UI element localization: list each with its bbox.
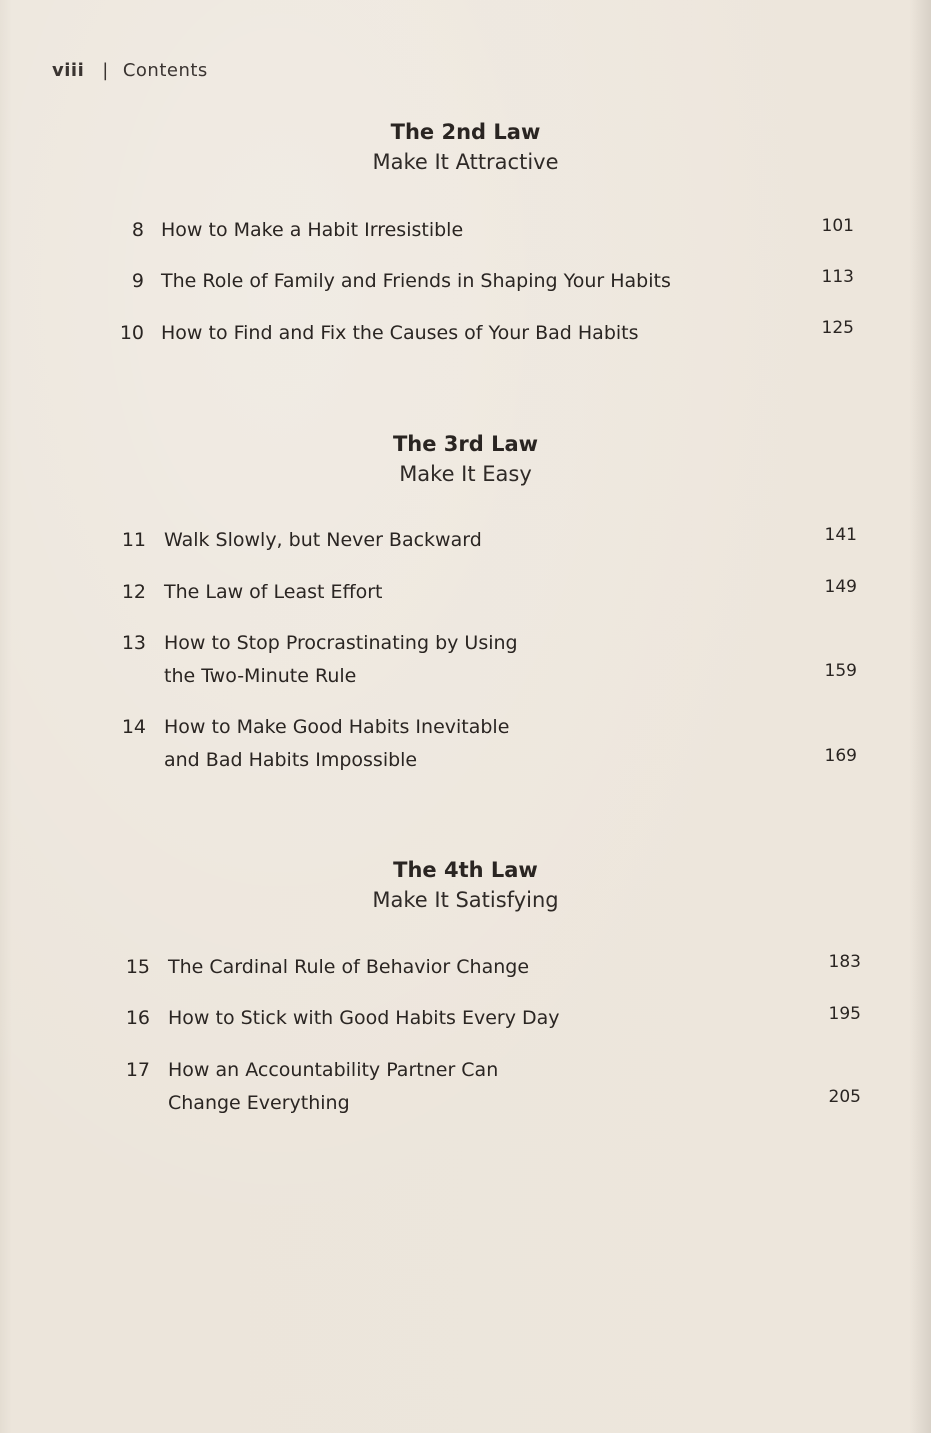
chapter-number: 17 [125,1059,150,1081]
law-heading-3rd [0,429,931,489]
chapter-title: Walk Slowly, but Never Backward [164,529,482,551]
chapter-title: The Cardinal Rule of Behavior Change [168,956,530,978]
law-heading-4th [0,855,931,915]
page-number: 141 [824,525,857,545]
chapter-title: The Role of Family and Friends in Shaping Your Habits [161,270,671,292]
chapter-title: How to Find and Fix the Causes of Your Bad Habits [161,322,639,344]
law-title: The 2nd Law [390,120,541,144]
chapter-title-line-2: and Bad Habits Impossible [164,749,418,771]
chapter-title: How to Make a Habit Irresistible [161,219,464,241]
chapter-number: 13 [121,632,146,654]
chapter-number: 14 [121,716,146,738]
chapter-title: How to Stick with Good Habits Every Day [168,1007,560,1029]
chapter-title-line-2: the Two-Minute Rule [164,665,357,687]
chapter-number: 16 [125,1007,150,1029]
running-head-section: Contents [122,60,208,81]
page-number: 195 [828,1004,861,1024]
page-edge-shadow [909,0,931,1433]
law-subtitle: Make It Attractive [372,150,559,174]
chapter-title: The Law of Least Effort [164,581,383,603]
chapter-number: 11 [121,529,146,551]
page-number: 149 [824,577,857,597]
page-number: 183 [828,952,861,972]
chapter-number: 10 [119,322,144,344]
law-title: The 3rd Law [392,432,539,456]
page-number: 169 [824,746,857,766]
chapter-number: 15 [125,956,150,978]
running-head [52,60,208,81]
chapter-title-line-1: How to Stop Procrastinating by Using [164,632,518,654]
page-number: 159 [824,661,857,681]
page-folio: viii [52,60,85,81]
law-heading-2nd [0,117,931,177]
law-subtitle: Make It Easy [399,462,532,486]
law-subtitle: Make It Satisfying [372,888,559,912]
chapter-title-line-1: How to Make Good Habits Inevitable [164,716,510,738]
page-number: 113 [821,267,854,287]
running-head-separator: | [102,60,109,81]
chapter-title-line-2: Change Everything [168,1092,350,1114]
page-number: 205 [828,1087,861,1107]
chapter-number: 9 [131,270,144,292]
page-number: 101 [821,216,854,236]
page-number: 125 [821,318,854,338]
law-title: The 4th Law [393,858,538,882]
chapter-number: 12 [121,581,146,603]
chapter-number: 8 [131,219,144,241]
chapter-title-line-1: How an Accountability Partner Can [168,1059,499,1081]
